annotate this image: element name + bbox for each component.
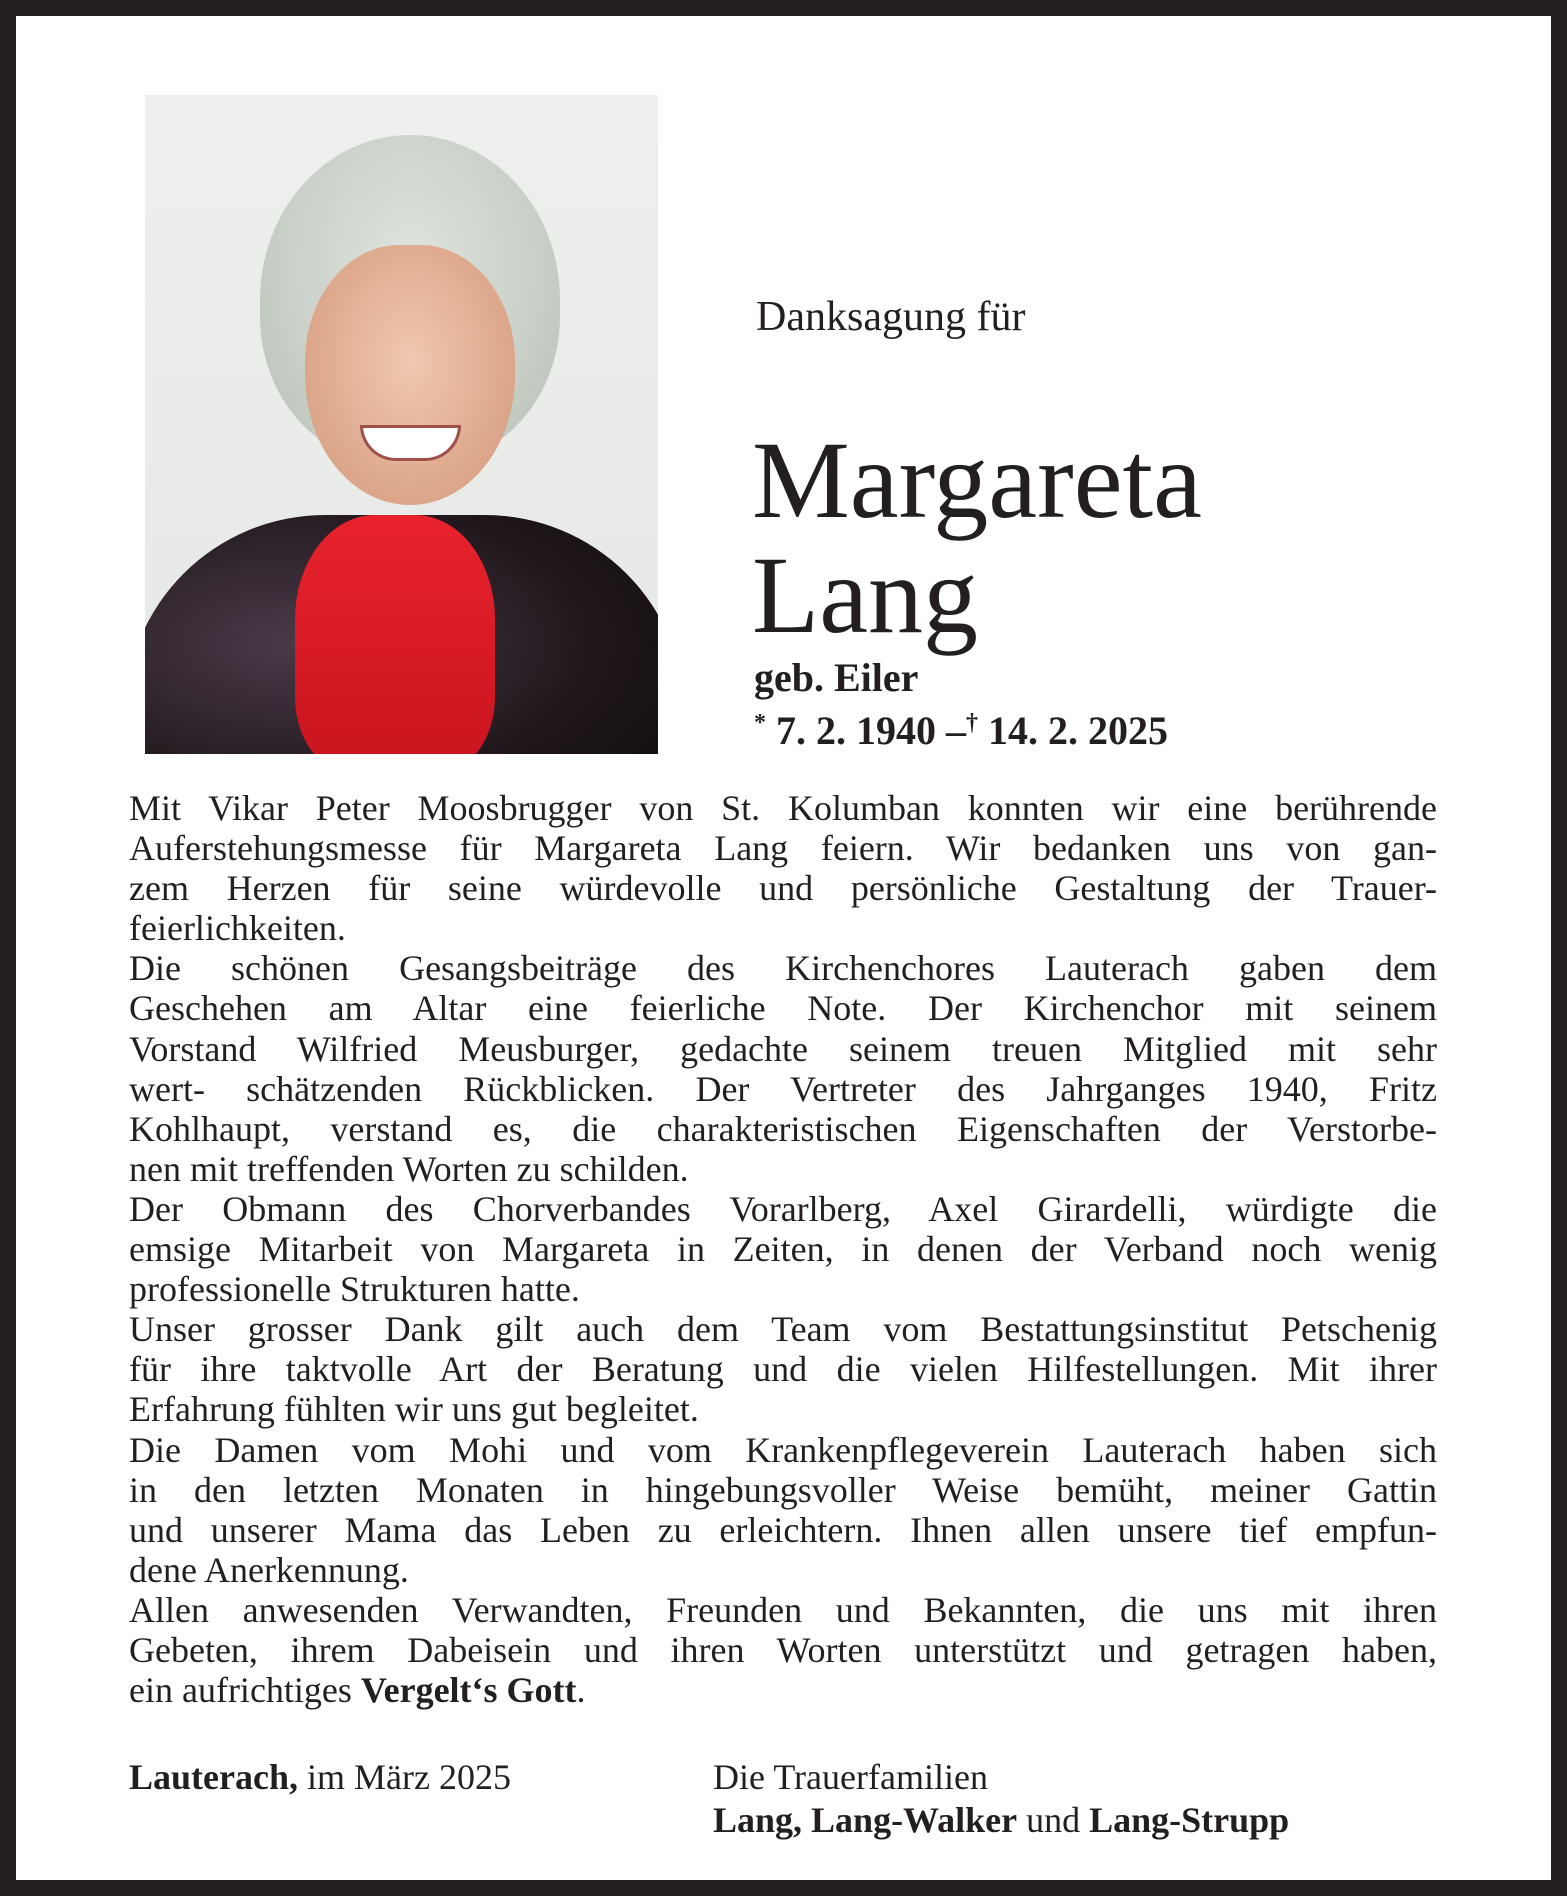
body-line: professionelle Strukturen hatte.	[129, 1269, 580, 1310]
birth-symbol: *	[754, 710, 766, 736]
closing-prefix: ein aufrichtiges	[129, 1670, 361, 1711]
birth-name: geb. Eiler	[754, 655, 919, 700]
body-line: Unser grosser Dank gilt auch dem Team vom Bestattungsinstitut Petschenig	[129, 1309, 1437, 1350]
body-line: emsige Mitarbeit von Margareta in Zeiten, in denen der Verband noch wenig	[129, 1229, 1437, 1270]
body-line: Geschehen am Altar eine feierliche Note. Der Kirchenchor mit seinem	[129, 988, 1437, 1029]
closing-suffix: .	[576, 1670, 586, 1711]
body-line: Mit Vikar Peter Moosbrugger von St. Kolumban konnten wir eine berührende	[129, 788, 1437, 828]
body-line-closing	[129, 1670, 1437, 1710]
families-intro: Die Trauerfamilien	[713, 1757, 988, 1797]
life-dates	[754, 700, 1168, 754]
body-line: Auferstehungsmesse für Margareta Lang feiern. Wir bedanken uns von gan-	[129, 828, 1437, 869]
body-line: dene Anerkennung.	[129, 1549, 409, 1590]
body-line: feierlichkeiten.	[129, 908, 346, 949]
body-line: zem Herzen für seine würdevolle und persönliche Gestaltung der Trauer-	[129, 868, 1437, 909]
body-line: Erfahrung fühlten wir uns gut begleitet.	[129, 1389, 699, 1430]
body-line: Der Obmann des Chorverbandes Vorarlberg, Axel Girardelli, würdigte die	[129, 1188, 1437, 1229]
death-symbol: †	[966, 710, 978, 736]
date-dash: –	[946, 708, 966, 753]
intro-text: Danksagung für	[756, 294, 1026, 340]
footer-place-date	[129, 1756, 511, 1798]
body-text	[129, 788, 1437, 1710]
body-line: Die schönen Gesangsbeiträge des Kirchenchores Lauterach gaben dem	[129, 948, 1437, 989]
body-line: wert- schätzenden Rückblicken. Der Vertreter des Jahrganges 1940, Fritz	[129, 1068, 1437, 1109]
body-line: Gebeten, ihrem Dabeisein und ihren Worten unterstützt und getragen haben,	[129, 1629, 1437, 1670]
body-line: Vorstand Wilfried Meusburger, gedachte seinem treuen Mitglied mit sehr	[129, 1028, 1437, 1069]
place: Lauterach,	[129, 1757, 298, 1797]
families	[713, 1799, 1289, 1841]
death-date: 14. 2. 2025	[988, 708, 1168, 753]
last-name: Lang	[752, 534, 979, 656]
body-line: nen mit treffenden Worten zu schilden.	[129, 1148, 689, 1189]
body-line: in den letzten Monaten in hingebungsvoller Weise bemüht, meiner Gattin	[129, 1469, 1437, 1510]
and-text: und	[1017, 1800, 1090, 1840]
body-line: und unserer Mama das Leben zu erleichtern. Ihnen allen unsere tief empfun-	[129, 1509, 1437, 1550]
body-line: Kohlhaupt, verstand es, die charakteristischen Eigenschaften der Verstorbe-	[129, 1108, 1437, 1149]
date: im März 2025	[297, 1757, 511, 1797]
body-line: Allen anwesenden Verwandten, Freunden und Bekannten, die uns mit ihren	[129, 1589, 1437, 1630]
portrait-photo	[145, 95, 658, 754]
body-line: Die Damen vom Mohi und vom Krankenpflegeverein Lauterach haben sich	[129, 1429, 1437, 1470]
closing-bold: Vergelt‘s Gott	[360, 1670, 577, 1711]
birth-date: 7. 2. 1940	[776, 708, 936, 753]
family-1: Lang, Lang-Walker	[713, 1800, 1018, 1840]
body-line: für ihre taktvolle Art der Beratung und die vielen Hilfestellungen. Mit ihrer	[129, 1349, 1437, 1390]
first-name: Margareta	[752, 419, 1202, 541]
family-2: Lang-Strupp	[1089, 1800, 1290, 1840]
